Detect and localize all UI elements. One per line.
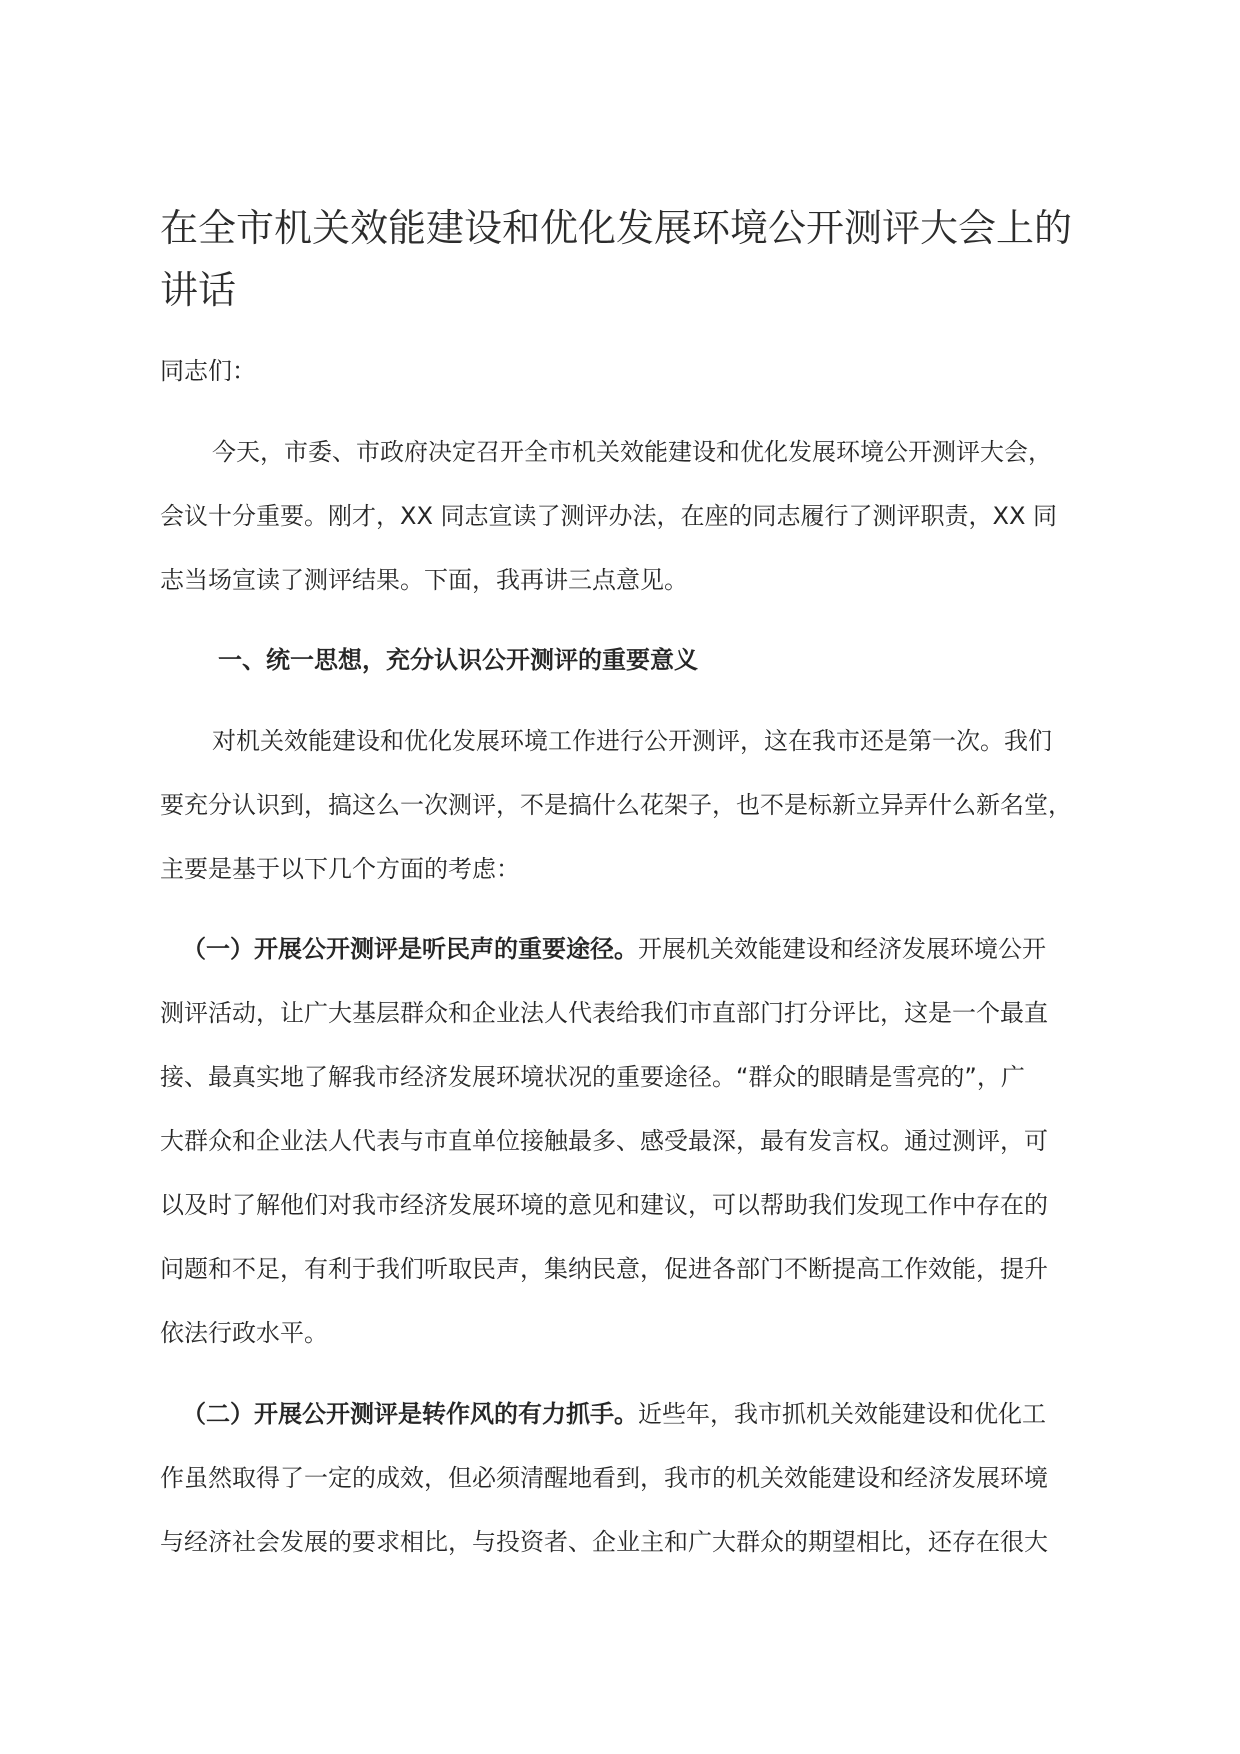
- point1-first-line-text: 开展机关效能建设和经济发展环境公开: [638, 935, 1046, 963]
- point1-line-7: 依法行政水平。: [160, 1319, 328, 1347]
- document-title-line-1: 在全市机关效能建设和优化发展环境公开测评大会上的: [160, 206, 1073, 250]
- intro-line-2: 会议十分重要。刚才，XX 同志宣读了测评办法，在座的同志履行了测评职责，XX 同: [160, 502, 1058, 530]
- section1-heading: [218, 644, 698, 676]
- intro-line-1: 今天，市委、市政府决定召开全市机关效能建设和优化发展环境公开测评大会，: [212, 438, 1052, 466]
- point1-first-line: [182, 933, 1046, 965]
- document-title-line-2: 讲话: [160, 268, 237, 312]
- point2-heading: （二）开展公开测评是转作风的有力抓手。: [182, 1400, 638, 1428]
- point2-first-line-text: 近些年，我市抓机关效能建设和优化工: [638, 1400, 1046, 1428]
- point1-line-5: 以及时了解他们对我市经济发展环境的意见和建议，可以帮助我们发现工作中存在的: [160, 1191, 1048, 1219]
- section1-heading-text: 一、统一思想，充分认识公开测评的重要意义: [218, 646, 698, 674]
- intro-line-3: 志当场宣读了测评结果。下面，我再讲三点意见。: [160, 566, 688, 594]
- point2-line-3: 与经济社会发展的要求相比，与投资者、企业主和广大群众的期望相比，还存在很大: [160, 1528, 1048, 1556]
- point1-line-4: 大群众和企业法人代表与市直单位接触最多、感受最深，最有发言权。通过测评，可: [160, 1127, 1048, 1155]
- point1-line-6: 问题和不足，有利于我们听取民声，集纳民意，促进各部门不断提高工作效能，提升: [160, 1255, 1048, 1283]
- section1-intro-line-2: 要充分认识到，搞这么一次测评，不是搞什么花架子，也不是标新立异弄什么新名堂，: [160, 791, 1072, 819]
- section1-intro-line-3: 主要是基于以下几个方面的考虑：: [160, 855, 520, 883]
- point2-first-line: [182, 1398, 1046, 1430]
- salutation: 同志们：: [160, 357, 256, 385]
- point1-heading: （一）开展公开测评是听民声的重要途径。: [182, 935, 638, 963]
- point2-line-2: 作虽然取得了一定的成效，但必须清醒地看到，我市的机关效能建设和经济发展环境: [160, 1464, 1048, 1492]
- point1-line-3: 接、最真实地了解我市经济发展环境状况的重要途径。“群众的眼睛是雪亮的”，广: [160, 1063, 1025, 1091]
- section1-intro-line-1: 对机关效能建设和优化发展环境工作进行公开测评，这在我市还是第一次。我们: [212, 727, 1052, 755]
- point1-line-2: 测评活动，让广大基层群众和企业法人代表给我们市直部门打分评比，这是一个最直: [160, 999, 1048, 1027]
